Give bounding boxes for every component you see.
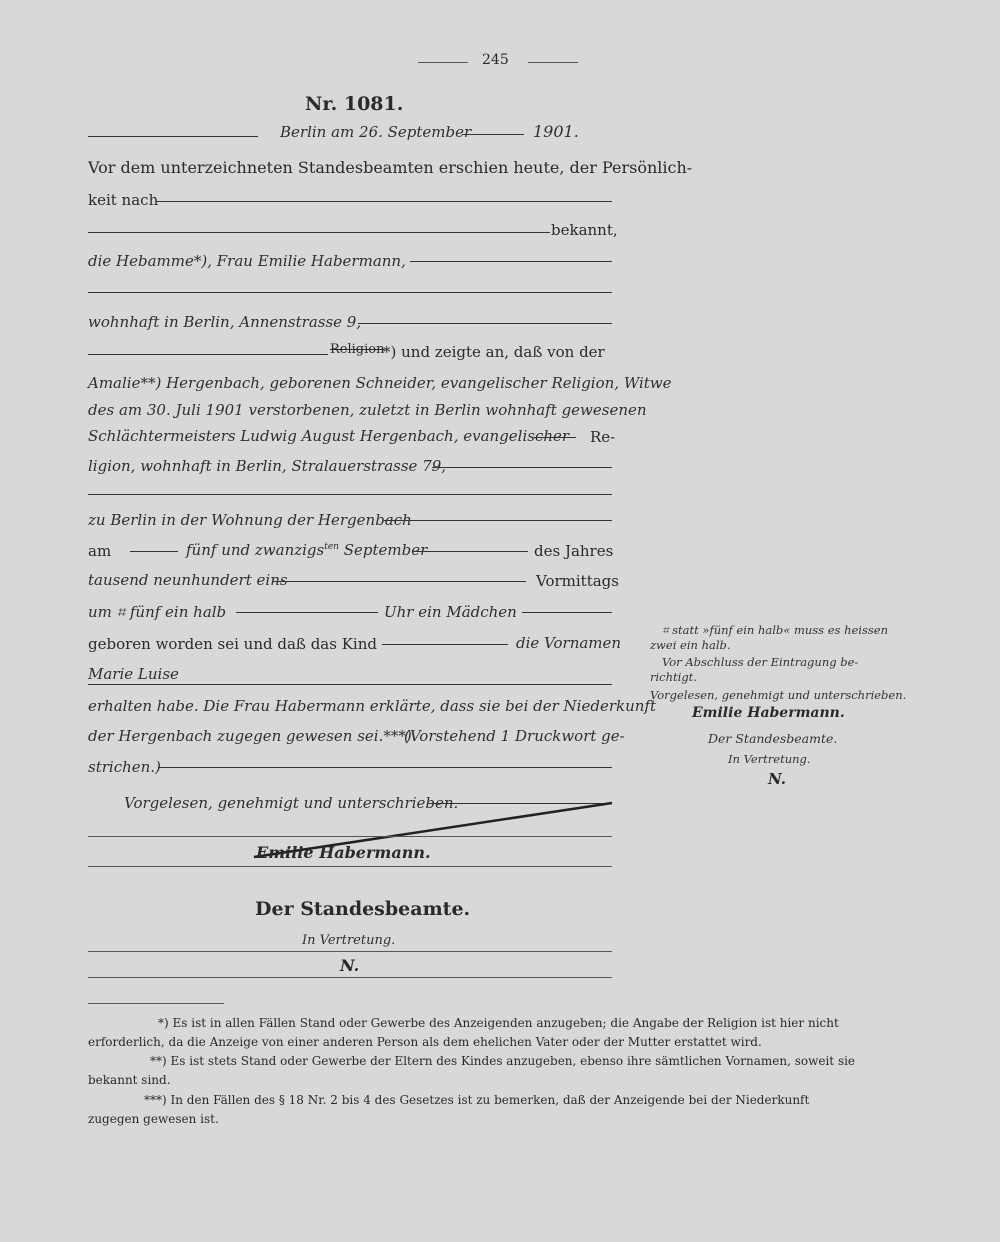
body-line: der Hergenbach zugegen gewesen sei.***) (88, 727, 412, 745)
body-line: erhalten habe. Die Frau Habermann erklärte, dass sie bei der Niederkunft (88, 697, 656, 715)
body-line: die Hebamme*), Frau Emilie Habermann, (88, 252, 406, 270)
footnote-3: ***) In den Fällen des § 18 Nr. 2 bis 4 des Gesetzes ist zu bemerken, daß der Anzeigende bei der Niederkunft (144, 1093, 810, 1107)
body-line: (Vorstehend 1 Druckwort ge- (404, 727, 625, 745)
body-line: wohnhaft in Berlin, Annenstrasse 9, (88, 313, 362, 331)
form-line (88, 951, 612, 952)
body-line: *) und zeigte an, daß von der (383, 343, 605, 361)
footnote-rule (88, 1003, 224, 1004)
body-line: Uhr ein Mädchen (384, 603, 517, 621)
body-line: Re- (590, 428, 616, 446)
body-line: tausend neunhundert eins (88, 571, 288, 589)
margin-note-deputy: In Vertretung. (728, 752, 811, 766)
body-line: um ⌗ fünf ein halb (88, 603, 227, 621)
footnote-3-cont: zugegen gewesen ist. (88, 1112, 219, 1126)
form-line (88, 866, 612, 867)
margin-note-line: zwei ein halb. (650, 638, 731, 652)
body-line: des Jahres (534, 542, 614, 560)
body-line: ligion, wohnhaft in Berlin, Stralauerstrasse 79, (88, 457, 447, 475)
form-line (88, 977, 612, 978)
informant-signature: Emilie Habermann. (256, 843, 431, 862)
body-line: Amalie**) Hergenbach, geborenen Schneider, evangelischer Religion, Witwe (88, 374, 672, 392)
margin-note-official-sig: N. (768, 770, 786, 788)
body-line: strichen.) (88, 758, 161, 776)
record-number: Nr. 1081. (305, 93, 404, 115)
body-line: bekannt, (551, 221, 618, 239)
margin-note-signature: Emilie Habermann. (692, 705, 845, 721)
footnote-2: **) Es ist stets Stand oder Gewerbe der Eltern des Kindes anzugeben, ebenso ihre sämtlichen Vornamen, soweit sie (150, 1054, 856, 1068)
body-line: zu Berlin in der Wohnung der Hergenbach (88, 511, 412, 529)
footnote-1-cont: erforderlich, da die Anzeige von einer anderen Person als dem ehelichen Vater oder der Mutter erstattet wird. (88, 1035, 762, 1049)
child-names: Marie Luise (88, 665, 179, 683)
body-line: Vormittags (536, 572, 619, 590)
margin-note-line: Vorgelesen, genehmigt und unterschrieben. (650, 688, 907, 702)
official-signature: N. (340, 956, 360, 975)
margin-note-line: richtigt. (650, 670, 697, 684)
margin-note-line: Vor Abschluss der Eintragung be- (662, 655, 859, 669)
footnote-1: *) Es ist in allen Fällen Stand oder Gewerbe des Anzeigenden anzugeben; die Angabe der Religion ist hier nicht (158, 1016, 839, 1030)
margin-note-official: Der Standesbeamte. (708, 731, 838, 746)
record-year: 1901. (533, 122, 579, 141)
body-line: des am 30. Juli 1901 verstorbenen, zuletzt in Berlin wohnhaft gewesenen (88, 401, 647, 419)
body-line: am (88, 542, 112, 560)
date-of-birth-day: fünf und zwanzigs$^{ten}$ September (186, 541, 428, 559)
body-line: geboren worden sei und daß das Kind (88, 635, 377, 653)
body-line: Schlächtermeisters Ludwig August Hergenbach, evangelischer (88, 427, 570, 445)
body-line: keit nach (88, 191, 159, 209)
page-number: 245 (482, 52, 509, 68)
place-date: Berlin am 26. September (280, 123, 472, 141)
body-line: die Vornamen (516, 634, 622, 652)
margin-note-line: ⌗ statt »fünf ein halb« muss es heissen (662, 623, 889, 637)
read-approved-line: Vorgelesen, genehmigt und unterschrieben. (124, 794, 459, 812)
body-line: Vor dem unterzeichneten Standesbeamten erschien heute, der Persönlich- (88, 158, 693, 177)
official-title: Der Standesbeamte. (255, 898, 471, 920)
struck-word: Religion (330, 342, 385, 357)
footnote-2-cont: bekannt sind. (88, 1073, 171, 1087)
form-line (88, 836, 612, 837)
deputy-note: In Vertretung. (302, 933, 396, 948)
